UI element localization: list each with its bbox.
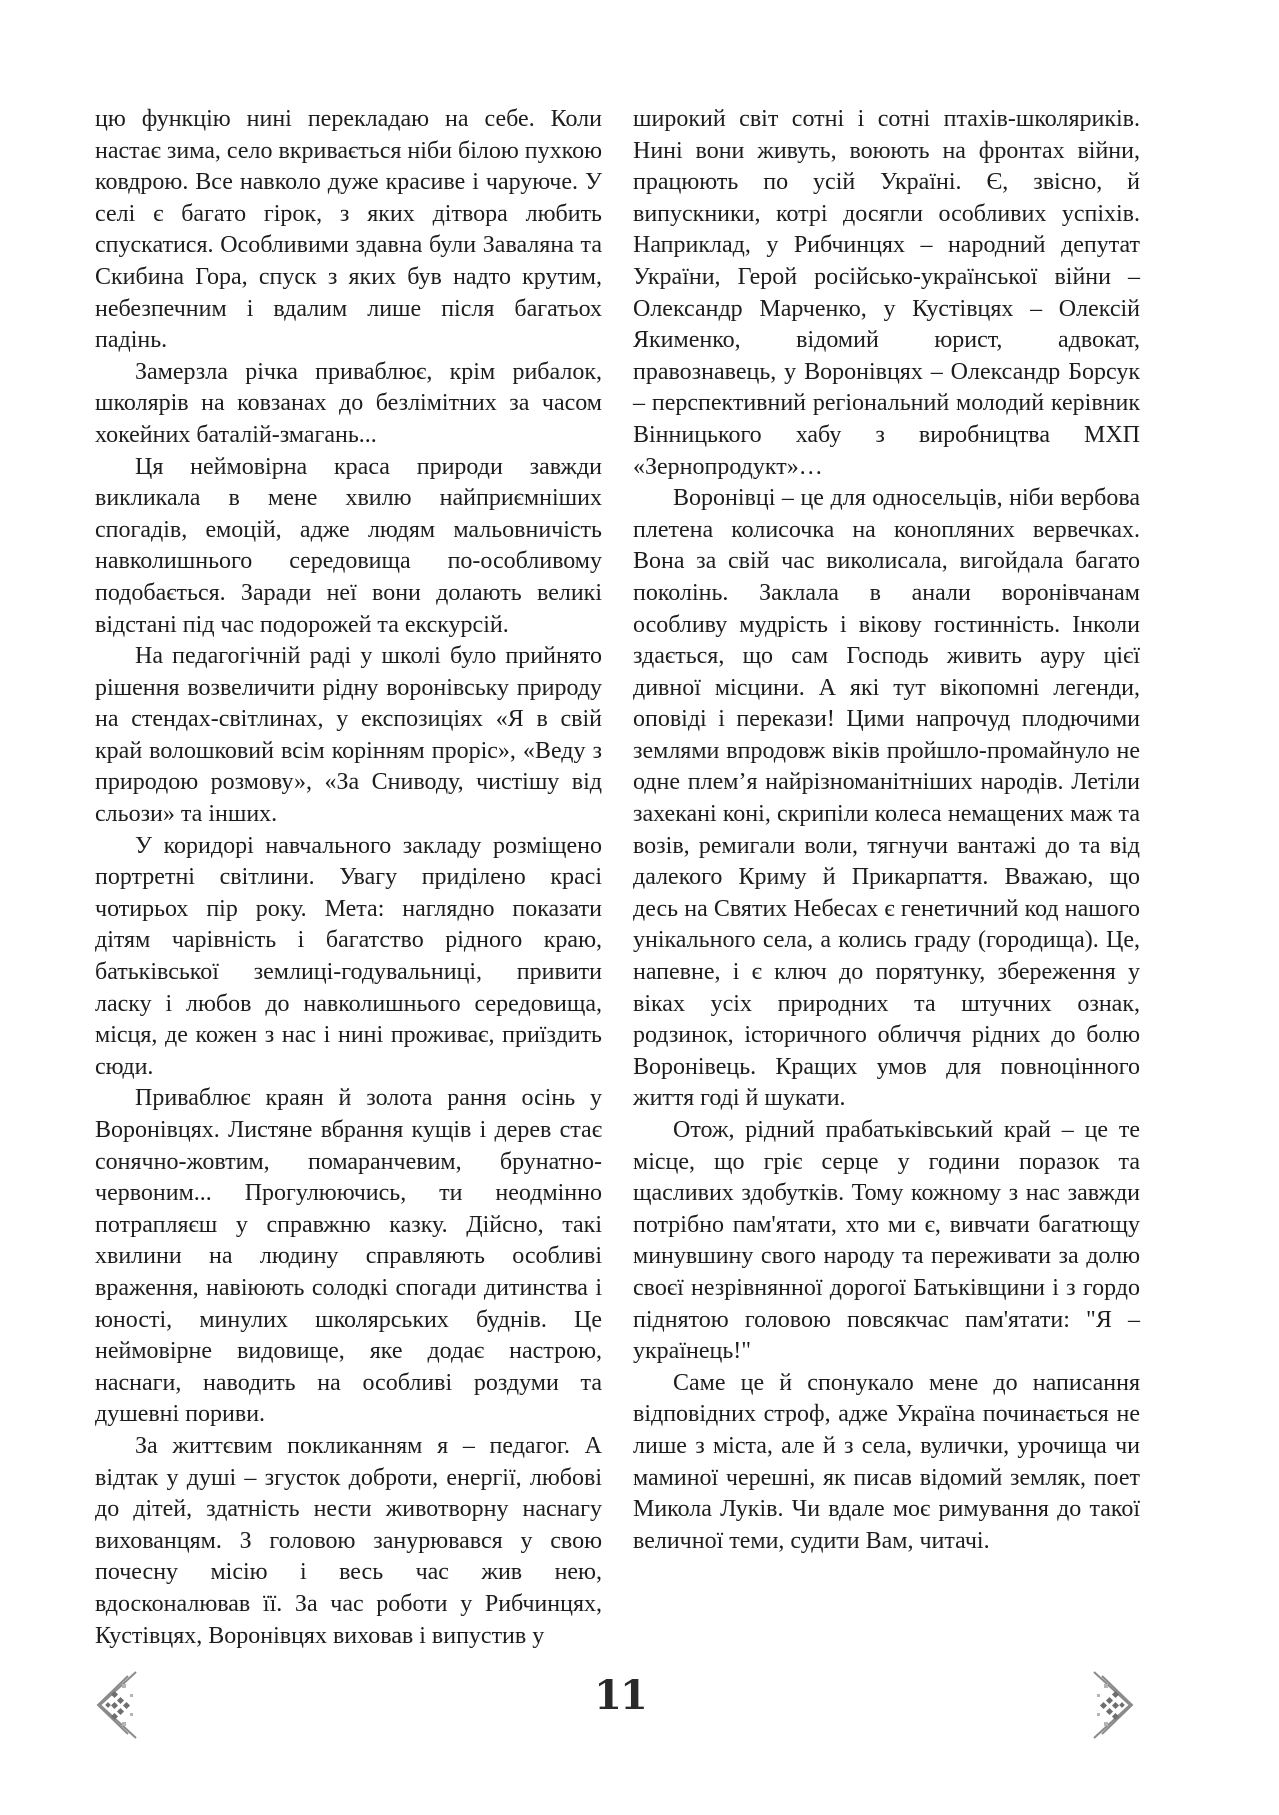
- paragraph: Замерзла річка приваблює, крім рибалок, школярів на ковзанах до безлімітних за часом хокейних баталій-змагань...: [95, 358, 602, 448]
- paragraph: На педагогічній раді у школі було прийнято рішення возвеличити рідну воронівську природу на стендах-світлинах, у експозиціях «Я в свій край волошковий всім корінням проріс», «Веду з природою розмову», «За Сниводу, чистішу від сльози» та інших.: [95, 643, 602, 828]
- paragraph: Воронівці – це для односельців, ніби вербова плетена колисочка на конопляних вервечках. Вона за свій час виколисала, вигойдала багато поколінь. Заклала в анали воронівчанам особливу мудрість і вікову гостинність. Інколи здається, що сам Господь живить ауру цієї дивної місцини. А які тут вікопомні легенди, оповіді і перекази! Цими напрочуд плодючими землями впродовж віків пройшло-промайнуло не одне плем’я найрізноманітніших народів. Летіли захекані коні, скрипіли колеса немащених маж та возів, ремигали воли, тягнучи вантажі до та від далекого Криму й Прикарпаття. Вважаю, що десь на Святих Небесах є генетичний код нашого унікального села, а колись граду (городища). Це, напевне, і є ключ до порятунку, збереження у віках усіх природних та штучних ознак, родзинок, історичного обличчя рідних до болю Воронівець. Кращих умов для повноцінного життя годі й шукати.: [633, 485, 1140, 1112]
- page-number: 11: [594, 1672, 646, 1719]
- paragraph: У коридорі навчального закладу розміщено портретні світлини. Увагу приділено красі чотирьох пір року. Мета: наглядно показати дітям чарівність і багатство рідного краю, батьківської землиці-годувальниці, привити ласку і любов до навколишнього середовища, місця, де кожен з нас і нині проживає, приїздить сюди.: [95, 832, 602, 1080]
- paragraph: Приваблює краян й золота рання осінь у Воронівцях. Листяне вбрання кущів і дерев стає сонячно-жовтим, помаранчевим, брунатно-червоним... Прогулюючись, ти неодмінно потрапляєш у справжню казку. Дійсно, такі хвилини на людину справляють особливі враження, навіюють солодкі спогади дитинства і юності, минулих школярських буднів. Це неймовірне видовище, яке додає настрою, наснаги, наводить на особливі роздуми та душевні пориви.: [95, 1085, 602, 1428]
- paragraph: Отож, рідний прабатьківський край – це те місце, що гріє серце у години поразок та щасливих здобутків. Тому кожному з нас завжди потрібно пам'ятати, хто ми є, вивчати багатющу минувшину свого народу та переживати за долю своєї незрівнянної дорогої Батьківщини і з гордо піднятою головою повсякчас пам'ятати: "Я – українець!": [633, 1117, 1140, 1365]
- paragraph: цю функцію нині перекладаю на себе. Коли настає зима, село вкривається ніби білою пухкою ковдрою. Все навколо дуже красиве і чаруюче. У селі є багато гірок, з яких дітвора любить спускатися. Особливими здавна були Заваляна та Скибина Гора, спуск з яких був надто крутим, небезпечним і вдалим лише після багатьох падінь.: [95, 106, 602, 354]
- paragraph: Ця неймовірна краса природи завжди викликала в мене хвилю найприємніших спогадів, емоцій, адже людям мальовничість навколишнього середовища по-особливому подобається. Заради неї вони долають великі відстані під час подорожей та екскурсій.: [95, 453, 602, 638]
- paragraph: широкий світ сотні і сотні птахів-школяриків. Нині вони живуть, воюють на фронтах війни, працюють по усій Україні. Є, звісно, й випускники, котрі досягли особливих успіхів. Наприклад, у Рибчинцях – народний депутат України, Герой російсько-української війни – Олександр Марченко, у Кустівцях – Олексій Якименко, відомий юрист, адвокат, правознавець, у Воронівцях – Олександр Борсук – перспективний регіональний молодий керівник Вінницького хабу з виробництва МХП «Зернопродукт»…: [633, 106, 1140, 480]
- left-text-column: [95, 104, 602, 1652]
- right-text-column: [633, 104, 1140, 1557]
- paragraph: Саме це й спонукало мене до написання відповідних строф, адже Україна починається не лише з міста, але й з села, вулички, урочища чи маминої черешні, як писав відомий земляк, поет Микола Луків. Чи вдале моє римування до такої величної теми, судити Вам, читачі.: [633, 1369, 1140, 1554]
- embroidery-ornament-icon: [92, 1670, 140, 1740]
- embroidery-ornament-icon: [1090, 1670, 1138, 1740]
- paragraph: За життєвим покликанням я – педагог. А відтак у душі – згусток доброти, енергії, любові до дітей, здатність нести животворну наснагу вихованцям. З головою занурювався у свою почесну місію і весь час жив нею, вдосконалював її. За час роботи у Рибчинцях, Кустівцях, Воронівцях виховав і випустив у: [95, 1432, 602, 1649]
